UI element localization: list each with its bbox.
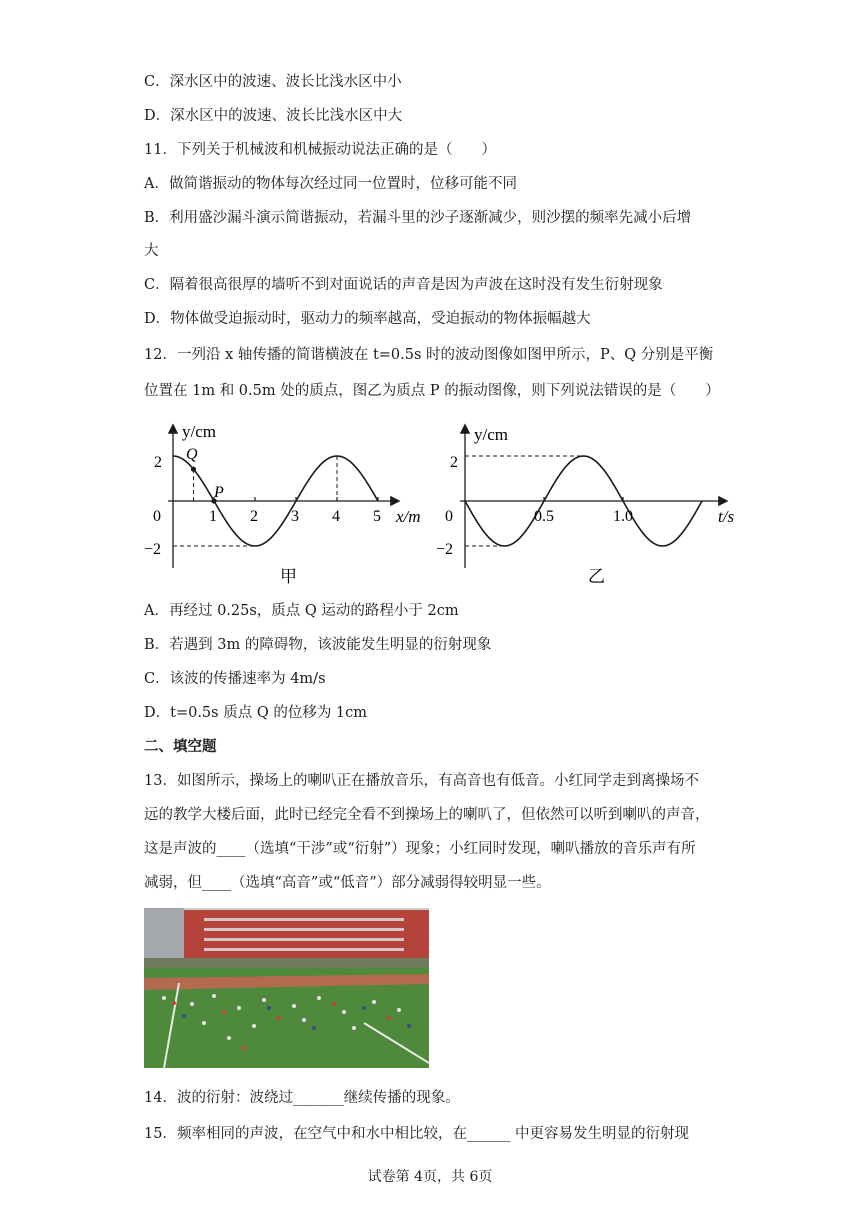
yi-xtick-label: 0	[445, 508, 453, 525]
option-d-q10: D．深水区中的波速、波长比浅水区中大	[144, 108, 403, 124]
question-14-stem: 14．波的衍射：波绕过_______继续传播的现象。	[144, 1090, 460, 1106]
option-a-q11: A．做简谐振动的物体每次经过同一位置时，位移可能不同	[144, 176, 517, 192]
option-b-q12: B．若遇到 3m 的障碍物，该波能发生明显的衍射现象	[144, 637, 492, 653]
jia-xtick-label: 4	[332, 508, 340, 525]
page-footer: 试卷第 4页，共 6页	[367, 1169, 493, 1185]
question-11-stem: 11．下列关于机械波和机械振动说法正确的是（ ）	[144, 142, 496, 158]
question-13-stem-cont3: 减弱，但____（选填“高音”或“低音”）部分减弱得较明显一些。	[144, 875, 551, 891]
jia-ylabel: y/cm	[182, 422, 216, 441]
section-heading-fill-in: 二、填空题	[144, 738, 217, 755]
question-13-stem-cont1: 远的教学大楼后面，此时已经完全看不到操场上的喇叭了，但依然可以听到喇叭的声音，	[144, 807, 710, 823]
jia-label-q: Q	[186, 446, 198, 463]
jia-label-p: P	[214, 484, 224, 501]
yi-xtick-label: 0.5	[534, 508, 554, 525]
jia-xtick-label: 2	[250, 508, 258, 525]
yi-ylabel: y/cm	[474, 425, 508, 444]
playground-photo	[144, 908, 429, 1068]
option-c-q12: C．该波的传播速率为 4m/s	[144, 671, 326, 687]
option-b-q11: B．利用盛沙漏斗演示简谐振动，若漏斗里的沙子逐渐减少，则沙摆的频率先减小后增	[144, 210, 692, 226]
option-c-q11: C．隔着很高很厚的墙听不到对面说话的声音是因为声波在这时没有发生衍射现象	[144, 277, 663, 293]
option-d-q11: D．物体做受迫振动时，驱动力的频率越高，受迫振动的物体振幅越大	[144, 311, 591, 327]
yi-ytick-neg2: −2	[436, 541, 454, 558]
jia-caption: 甲	[280, 567, 297, 586]
yi-caption: 乙	[588, 567, 605, 586]
point-q-marker	[191, 467, 196, 472]
option-d-q12: D．t=0.5s 质点 Q 的位移为 1cm	[144, 705, 368, 721]
jia-xtick-label: 3	[291, 508, 299, 525]
jia-xtick-label: 1	[209, 508, 217, 525]
jia-ytick-2: 2	[154, 454, 162, 471]
jia-ytick-neg2: −2	[144, 541, 162, 558]
question-13-stem-cont2: 这是声波的____（选填“干涉”或“衍射”）现象；小红同时发现，喇叭播放的音乐声有所	[144, 841, 696, 857]
question-13-stem: 13．如图所示，操场上的喇叭正在播放音乐，有高音也有低音。小红同学走到离操场不	[144, 773, 699, 789]
yi-ytick-2: 2	[450, 454, 458, 471]
question-15-stem: 15．频率相同的声波，在空气中和水中相比较，在______ 中更容易发生明显的衍射现	[144, 1126, 690, 1142]
figure-jia-wave-graph	[140, 418, 440, 593]
jia-xlabel: x/m	[396, 507, 421, 526]
option-a-q12: A．再经过 0.25s，质点 Q 运动的路程小于 2cm	[144, 603, 459, 619]
question-12-stem: 12．一列沿 x 轴传播的简谐横波在 t=0.5s 时的波动图像如图甲所示，P、Q 分别是平衡	[144, 347, 714, 363]
option-b-q11-cont: 大	[144, 243, 159, 259]
jia-xtick-label: 0	[153, 508, 161, 525]
jia-xtick-label: 5	[373, 508, 381, 525]
figure-yi-vibration-graph	[430, 418, 760, 593]
yi-xtick-label: 1.0	[613, 508, 633, 525]
yi-xlabel: t/s	[718, 507, 735, 526]
option-c-q10: C．深水区中的波速、波长比浅水区中小	[144, 74, 402, 90]
question-12-stem-cont: 位置在 1m 和 0.5m 处的质点，图乙为质点 P 的振动图像，则下列说法错误的是（ ）	[144, 383, 720, 399]
